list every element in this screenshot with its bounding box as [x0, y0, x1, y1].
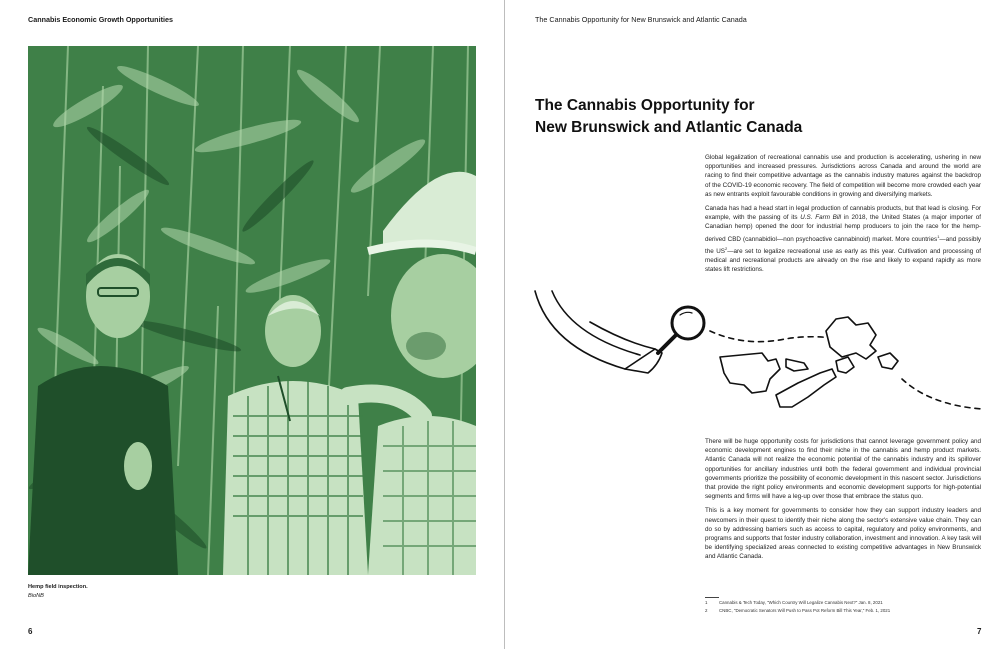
paragraph-2-part-a: Canada has had a head start in legal production of cannabis products, but that lead is closing. For example, with the passing of its — [705, 205, 981, 222]
page-number-left: 6 — [28, 627, 33, 636]
title-line-2: New Brunswick and Atlantic Canada — [535, 119, 803, 136]
footnote-2-text: CNBC, "Democratic Senators Will Push to Pass Pot Reform Bill This Year," Feb. 1, 2021 — [719, 608, 891, 613]
paragraph-2-part-c: —and possibly the US — [705, 235, 981, 256]
footnote-2-number: 2 — [705, 608, 708, 613]
running-head-left: Cannabis Economic Growth Opportunities — [28, 15, 173, 24]
paragraph-1: Global legalization of recreational cannabis use and production is accelerating, ushering in new opportunities and increased pressures. Jurisdictions across Canada and around the world are racing to find their competitive advantage as the cannabis industry matures against the backdrop of the COVID-19 economic recovery. The field of competition will become more crowded each year as new entrants exploit favourable conditions in growing and diversifying markets. — [705, 154, 981, 198]
footnote-rule — [705, 597, 719, 598]
hemp-field-photo — [28, 46, 476, 575]
photo-caption: Hemp field inspection. — [28, 584, 88, 590]
footnote-ref-1: 1 — [937, 233, 940, 239]
title-line-1: The Cannabis Opportunity for — [535, 97, 755, 114]
page-number-right: 7 — [977, 627, 982, 636]
running-head-right: The Cannabis Opportunity for New Brunswick and Atlantic Canada — [535, 15, 747, 24]
footnote-1-number: 1 — [705, 600, 708, 605]
body-text — [705, 437, 981, 567]
page-title — [535, 95, 955, 139]
farm-bill-italic: U.S. Farm Bill — [800, 214, 842, 222]
footnote-2 — [705, 608, 890, 613]
magnifying-glass-over-atlantic-map-icon — [530, 287, 985, 422]
paragraph-4: This is a key moment for governments to consider how they can support industry leaders and newcomers in their quest to identify their niche along the sector's extensive value chain. They can do so by addressing barriers such as access to capital, regulatory and policy environments, and programs and supports that foster industry collaboration, investment and innovation. A key task will be identifying specialized areas connected to existing competitive advantages in New Brunswick and Atlantic Canada. — [705, 507, 981, 561]
footnote-1-text: Cannabis & Tech Today, "Which Country Will Legalize Cannabis Next?" Jan. 8, 2021 — [719, 600, 883, 605]
intro-text — [705, 153, 981, 280]
paragraph-2-part-b: in 2018, the United States (a major importer of Canadian hemp) opened the door for industrial hemp producers to join the race for the hemp-derived CBD (cannabidiol—non psychoactive cannabinoid) market. More countries — [705, 214, 981, 243]
paragraph-2-part-d: —are set to legalize recreational use as early as this year. Cultivation and processing of medical and recreational products are already on the rise and likely to expand rapidly as more states lift restrictions. — [705, 248, 981, 274]
photo-credit: BioNB — [28, 593, 44, 599]
footnote-1 — [705, 600, 883, 605]
right-page — [505, 0, 1008, 649]
paragraph-2 — [705, 204, 981, 275]
footnote-ref-2: 2 — [724, 245, 728, 251]
paragraph-3: There will be huge opportunity costs for jurisdictions that cannot leverage government policy and economic development engines to find their niche in the cannabis and hemp product markets. Atlantic Canada will not realize the economic potential of the cannabis industry and its spillover opportunities for ancillary industries until both the federal government and individual provincial governments prioritize the possibility of economic development in this nascent sector. Jurisdictions that provide the right policy environments and economic development supports for high-potential segments and firms will have a leg-up over those that embrace the status quo. — [705, 438, 981, 501]
